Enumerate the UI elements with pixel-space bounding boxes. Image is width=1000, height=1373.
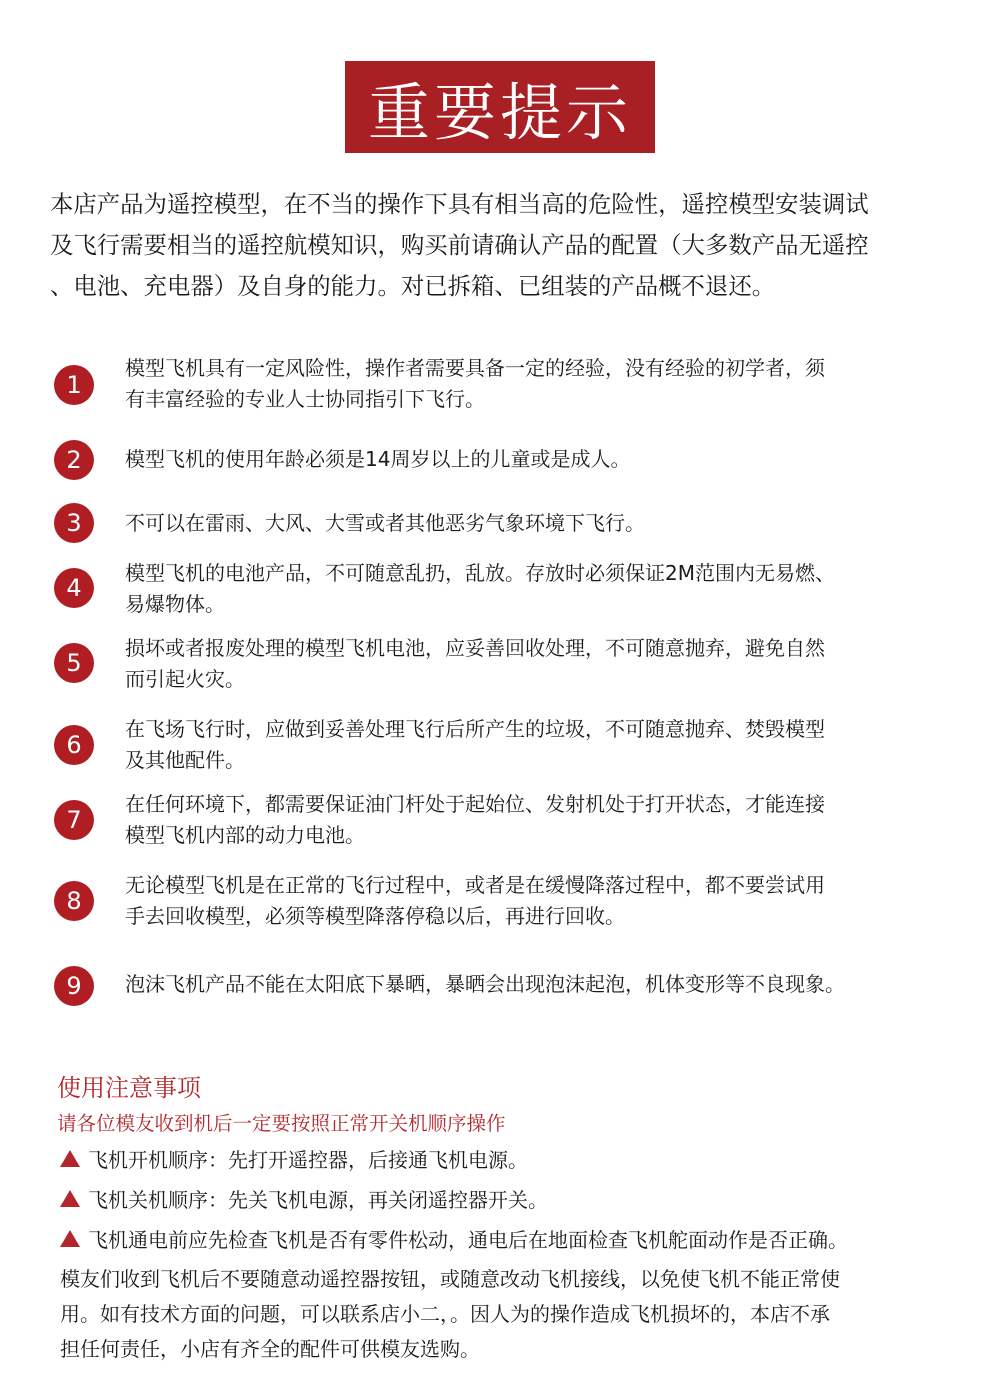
notice-line: 模型飞机的电池产品，不可随意乱扔，乱放。存放时必须保证2M范围内无易燃、	[125, 561, 835, 585]
usage-note-3	[60, 1224, 848, 1253]
notice-text	[125, 789, 925, 851]
number-badge: 4	[54, 568, 94, 608]
notice-text	[125, 633, 925, 695]
notice-text	[125, 714, 925, 776]
notice-line: 不可以在雷雨、大风、大雪或者其他恶劣气象环境下飞行。	[125, 511, 645, 535]
warning-triangle-icon	[60, 1190, 80, 1207]
notice-text	[125, 444, 925, 475]
notice-text	[125, 508, 925, 539]
intro-line: 、电池、充电器）及自身的能力。对已拆箱、已组装的产品概不退还。	[50, 272, 776, 300]
closing-line: 担任何责任，小店有齐全的配件可供模友选购。	[60, 1337, 480, 1361]
closing-paragraph	[60, 1262, 940, 1367]
number-badge: 5	[54, 643, 94, 683]
notice-line: 有丰富经验的专业人士协同指引下飞行。	[125, 387, 485, 411]
intro-line: 本店产品为遥控模型，在不当的操作下具有相当高的危险性，遥控模型安装调试	[50, 190, 869, 218]
closing-line: 模友们收到飞机后不要随意动遥控器按钮，或随意改动飞机接线，以免使飞机不能正常使	[60, 1267, 840, 1291]
number-badge: 6	[54, 725, 94, 765]
page-title: 重要提示	[345, 61, 655, 153]
number-badge: 3	[54, 503, 94, 543]
number-badge: 2	[54, 440, 94, 480]
number-badge: 7	[54, 800, 94, 840]
intro-paragraph	[50, 184, 960, 307]
notice-line: 在任何环境下，都需要保证油门杆处于起始位、发射机处于打开状态，才能连接	[125, 792, 825, 816]
number-badge: 8	[54, 881, 94, 921]
intro-line: 及飞行需要相当的遥控航模知识，购买前请确认产品的配置（大多数产品无遥控	[50, 231, 869, 259]
notice-line: 而引起火灾。	[125, 667, 245, 691]
notice-line: 损坏或者报废处理的模型飞机电池，应妥善回收处理，不可随意抛弃，避免自然	[125, 636, 825, 660]
notice-text	[125, 558, 925, 620]
number-badge: 9	[54, 966, 94, 1006]
usage-note-2	[60, 1184, 548, 1213]
usage-section-title: 使用注意事项	[57, 1074, 201, 1102]
notice-line: 模型飞机具有一定风险性，操作者需要具备一定的经验，没有经验的初学者，须	[125, 356, 825, 380]
notice-text	[125, 353, 925, 415]
usage-note-1	[60, 1144, 528, 1173]
usage-section-subtitle: 请各位模友收到机后一定要按照正常开关机顺序操作	[57, 1112, 506, 1135]
closing-line: 用。如有技术方面的问题，可以联系店小二，。因人为的操作造成飞机损坏的，本店不承	[60, 1302, 830, 1326]
number-badge: 1	[54, 365, 94, 405]
notice-text	[125, 969, 925, 1000]
notice-line: 泡沫飞机产品不能在太阳底下暴晒，暴晒会出现泡沫起泡，机体变形等不良现象。	[125, 972, 845, 996]
notice-line: 无论模型飞机是在正常的飞行过程中，或者是在缓慢降落过程中，都不要尝试用	[125, 873, 825, 897]
notice-line: 模型飞机的使用年龄必须是14周岁以上的儿童或是成人。	[125, 447, 631, 471]
usage-note-text: 飞机通电前应先检查飞机是否有零件松动，通电后在地面检查飞机舵面动作是否正确。	[88, 1228, 848, 1252]
usage-note-text: 飞机关机顺序：先关飞机电源，再关闭遥控器开关。	[88, 1188, 548, 1212]
warning-triangle-icon	[60, 1150, 80, 1167]
warning-triangle-icon	[60, 1230, 80, 1247]
notice-line: 及其他配件。	[125, 748, 245, 772]
notice-line: 易爆物体。	[125, 592, 225, 616]
notice-line: 模型飞机内部的动力电池。	[125, 823, 365, 847]
notice-line: 手去回收模型，必须等模型降落停稳以后，再进行回收。	[125, 904, 625, 928]
notice-line: 在飞场飞行时，应做到妥善处理飞行后所产生的垃圾，不可随意抛弃、焚毁模型	[125, 717, 825, 741]
usage-note-text: 飞机开机顺序：先打开遥控器，后接通飞机电源。	[88, 1148, 528, 1172]
notice-text	[125, 870, 925, 932]
